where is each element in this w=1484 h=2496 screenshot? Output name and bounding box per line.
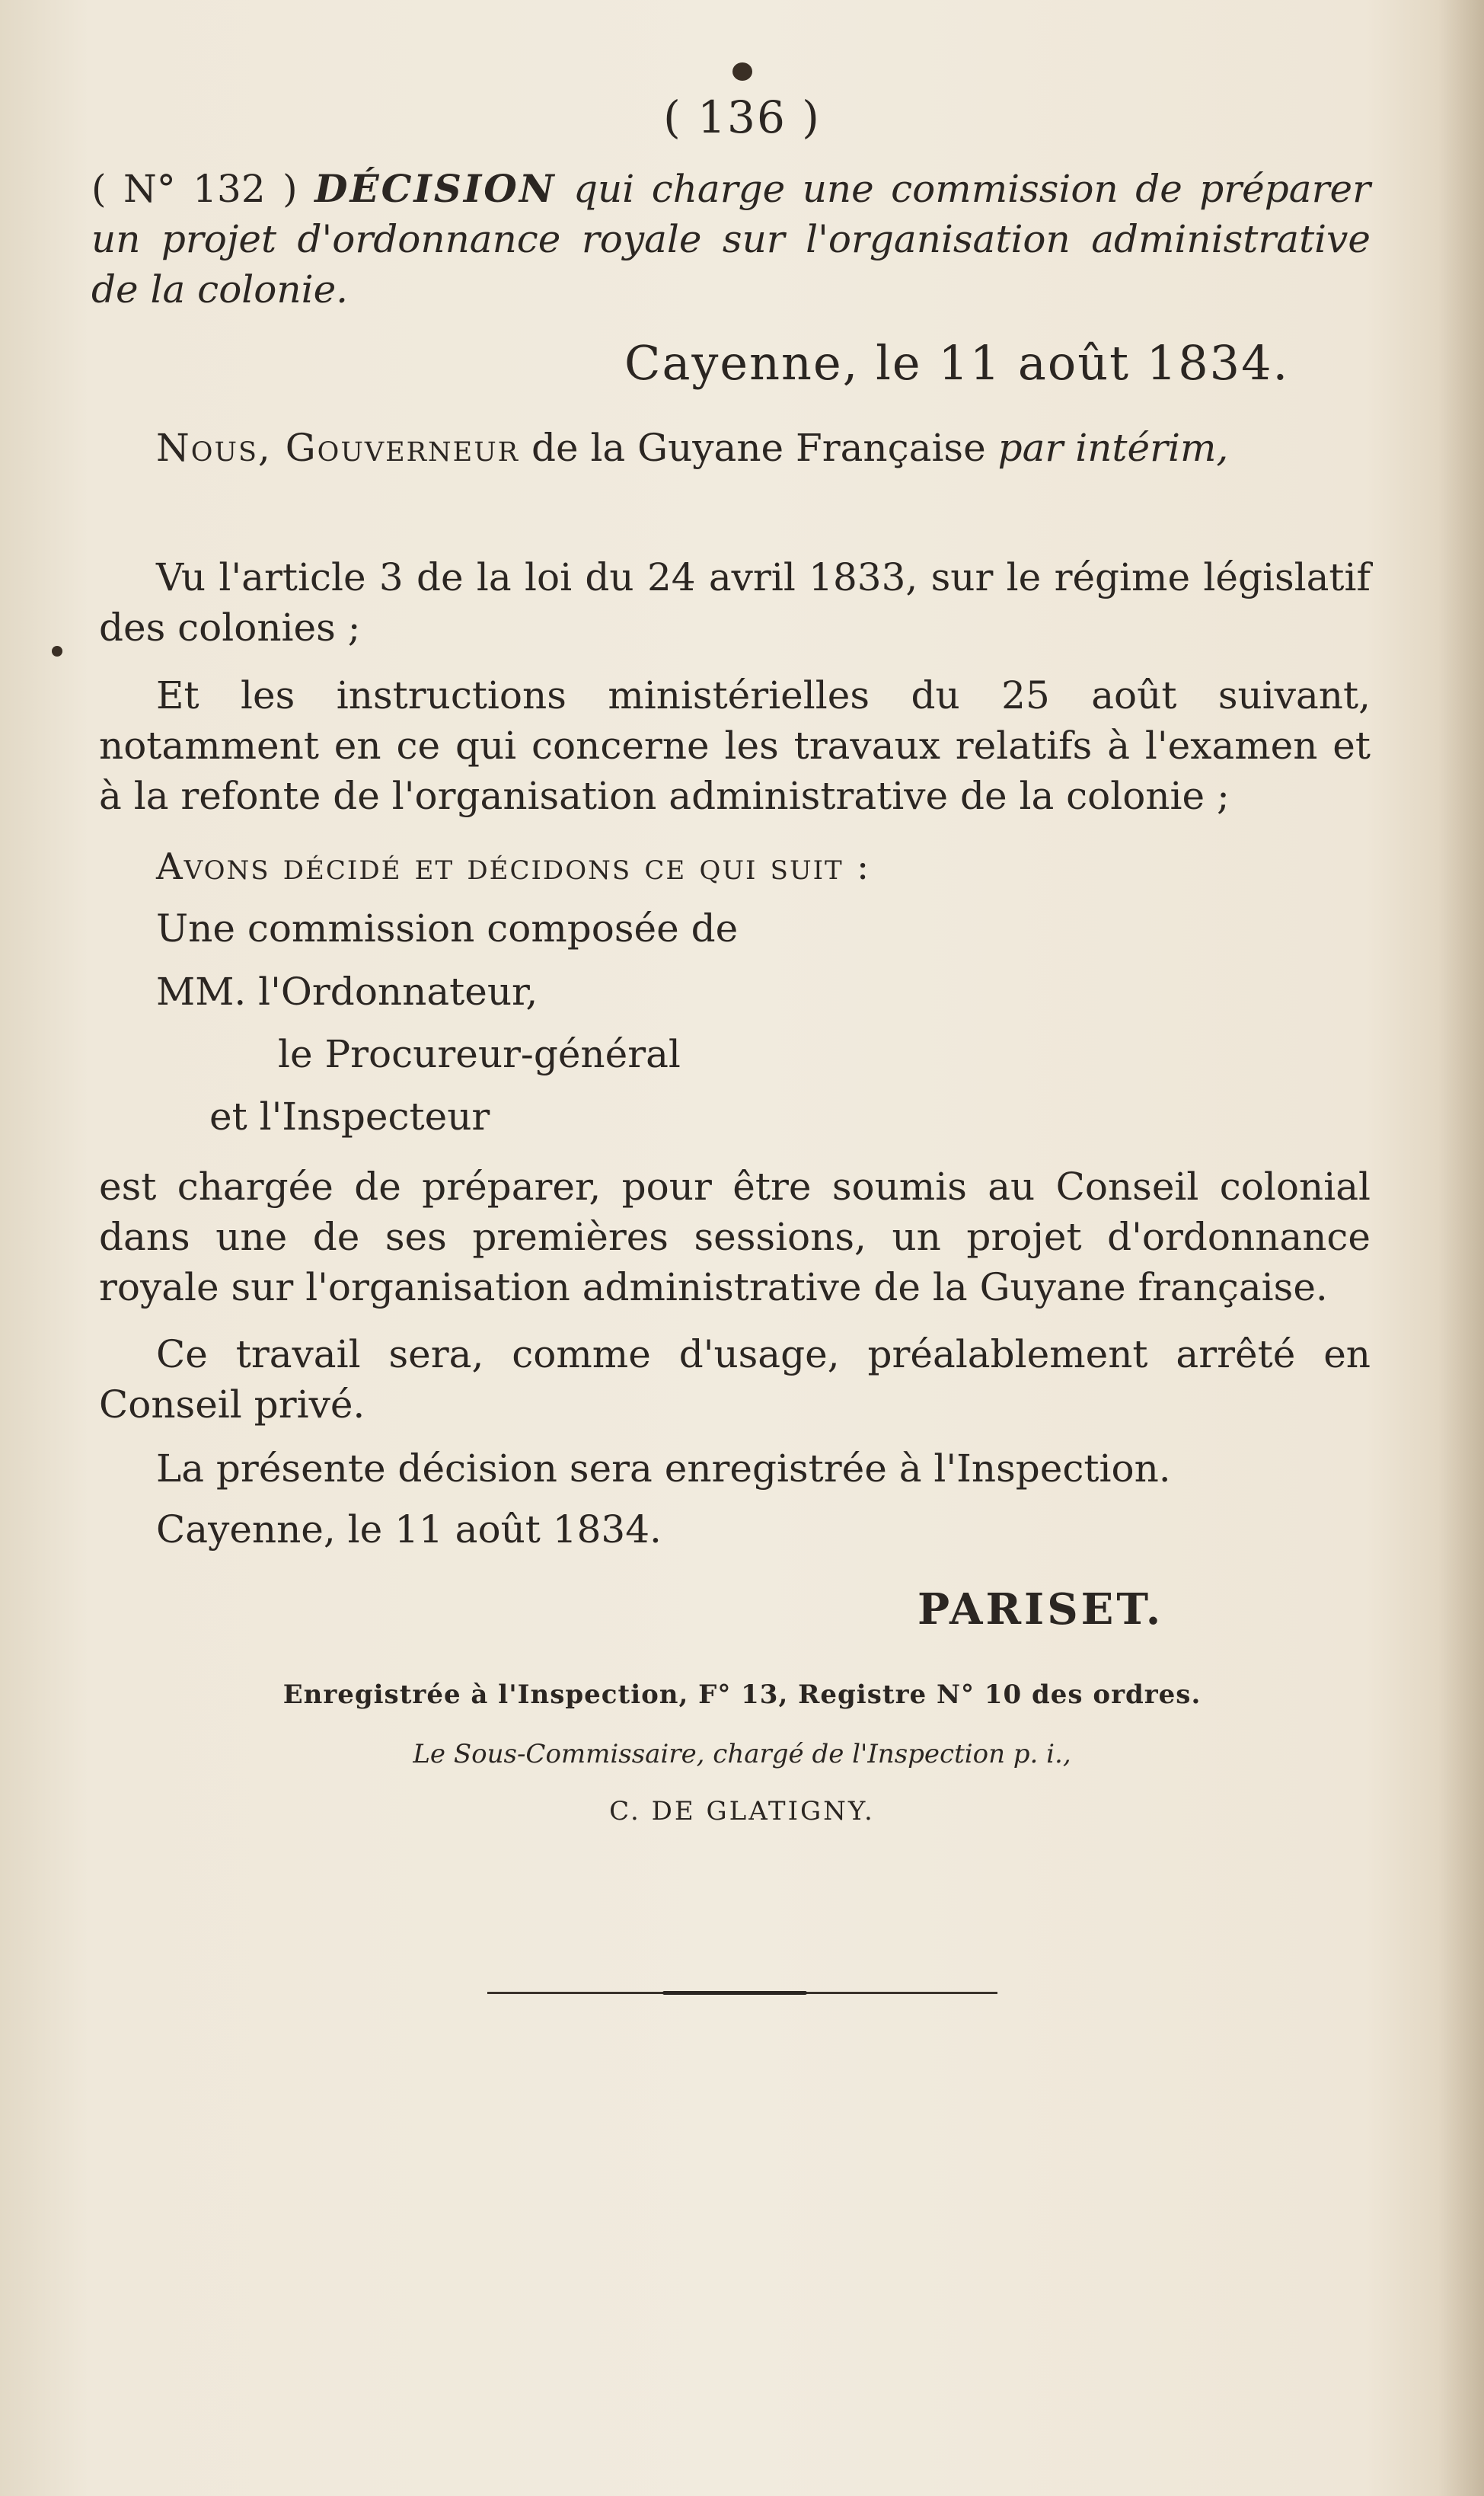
member-ordonnateur: MM. l'Ordonnateur,	[156, 970, 538, 1014]
paragraph-considering-law: Vu l'article 3 de la loi du 24 avril 1833, sur le régime législatif des colonies ;	[99, 555, 1371, 650]
decision-heading	[91, 164, 1371, 315]
decide-line: Avons décidé et décidons ce qui suit :	[156, 845, 871, 888]
member-inspecteur: et l'Inspecteur	[209, 1095, 490, 1139]
paragraph-registration: La présente décision sera enregistrée à l'Inspection.	[156, 1446, 1171, 1491]
paragraph-date: Cayenne, le 11 août 1834.	[156, 1507, 662, 1552]
ink-dot	[52, 646, 62, 657]
preamble-middle: de la Guyane Française	[531, 426, 986, 470]
date-line: Cayenne, le 11 août 1834.	[624, 335, 1290, 391]
commission-intro: Une commission composée de	[156, 906, 739, 951]
member-procureur: le Procureur-général	[278, 1032, 681, 1076]
paragraph-instructions: Et les instructions ministérielles du 25 août suivant, notamment en ce qui concerne les travaux relatifs à l'examen et à la refonte de l'organisation administrative de la colonie ;	[99, 673, 1371, 818]
decision-keyword: DÉCISION	[314, 166, 557, 211]
page-number: ( 136 )	[663, 91, 821, 143]
registration-line: Enregistrée à l'Inspection, F° 13, Registre N° 10 des ordres.	[282, 1679, 1202, 1710]
paragraph-charge: est chargée de préparer, pour être soumis au Conseil colonial dans une de ses premières sessions, un projet d'ordonnance royale sur l'organisation administrative de la Guyane française.	[99, 1165, 1371, 1309]
decision-number: ( N° 132 )	[91, 167, 298, 211]
closing-rule	[487, 1992, 997, 1994]
decision-title: qui charge une commission de préparer un projet d'ordonnance royale sur l'organisation administrative de la colonie.	[91, 167, 1371, 312]
paragraph-conseil: Ce travail sera, comme d'usage, préalablement arrêté en Conseil privé.	[99, 1332, 1371, 1427]
ink-blot	[732, 62, 752, 81]
preamble-lead: Nous, Gouverneur	[156, 426, 520, 470]
preamble	[99, 423, 1371, 473]
preamble-italic: par intérim,	[997, 426, 1229, 470]
sub-commissioner-name: C. DE GLATIGNY.	[609, 1796, 875, 1826]
signature: PARISET.	[918, 1584, 1164, 1635]
sub-commissioner-line: Le Sous-Commissaire, chargé de l'Inspection p. i.,	[413, 1739, 1071, 1769]
